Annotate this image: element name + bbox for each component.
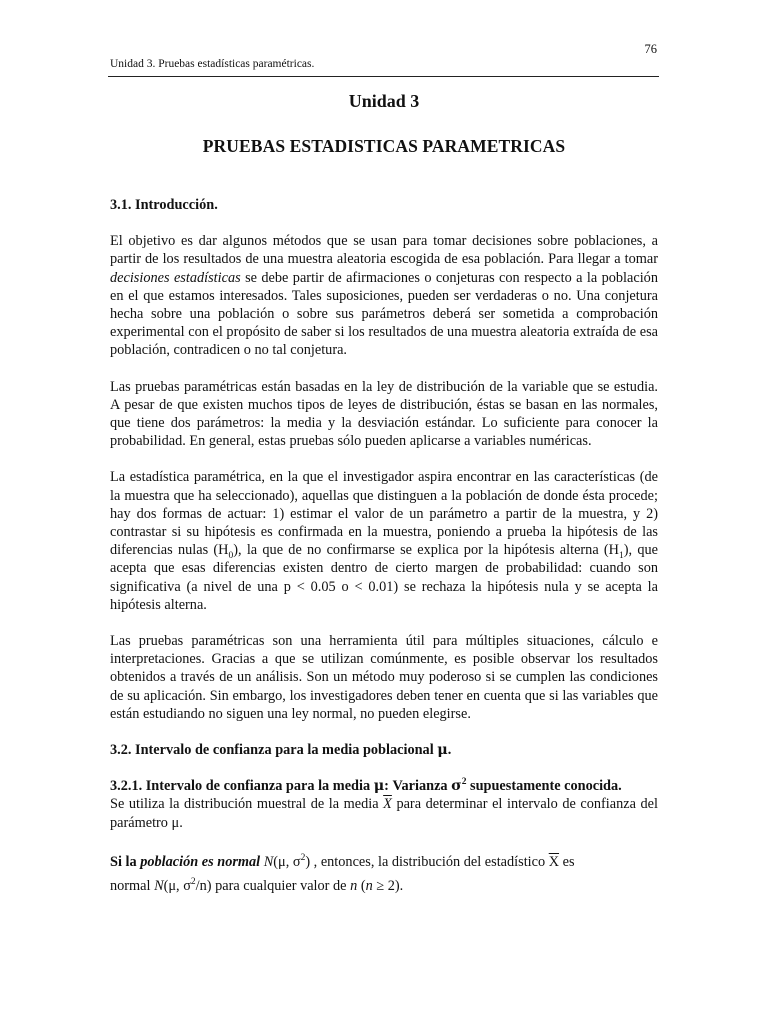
section-heading-3-2: 3.2. Intervalo de confianza para la media poblacional μ.	[110, 742, 452, 759]
paragraph-parametric-tests: Las pruebas paramétricas están basadas en la ley de distribución de la variable que se estudia. A pesar de que existen muchos tipos de leyes de distribución, éstas se basan en las normales, que tiene dos parámetros: la media y la desviación estándar. Lo suficiente para conocer la probabilidad. En general, estas pruebas sólo pueden aplicarse a variables numéricas.	[110, 378, 658, 450]
unit-title: Unidad 3	[348, 91, 420, 111]
running-header: Unidad 3. Pruebas estadísticas paramétricas.	[110, 58, 315, 70]
header-rule	[108, 76, 659, 77]
section-heading-3-2-1: 3.2.1. Intervalo de confianza para la media μ: Varianza $\sigma^2$ supuestamente conocida.	[110, 777, 622, 795]
x-bar-symbol: $\overline{X}$	[383, 796, 392, 813]
paragraph-sample-mean: Se utiliza la distribución muestral de la media $\overline{X}$ para determinar el intervalo de confianza del parámetro μ.	[110, 796, 658, 831]
x-bar-statistic: $\overline{X}$	[548, 853, 560, 870]
page-number: 76	[644, 42, 657, 56]
document-body	[110, 196, 658, 898]
paragraph-normal-population: Si la población es normal N(μ, $\sigma^2$) , entonces, la distribución del estadístico $\overline{X}$ es normal N(μ, $\sigma^2/n$) para cualquier valor de n (n ≥ 2).	[110, 853, 575, 894]
paragraph-usefulness: Las pruebas paramétricas son una herramienta útil para múltiples situaciones, cálculo e interpretaciones. Gracias a que se utilizan comúnmente, es posible observar los resultados obtenidos a través de un análisis. Son un método muy poderoso si se cumplen las condiciones de su aplicación. Sin embargo, los investigadores deben tener en cuenta que si las variables que están estudiando no siguen una ley normal, no pueden elegirse.	[110, 633, 658, 722]
emphasis: decisiones estadísticas	[110, 269, 241, 286]
unit-subtitle: PRUEBAS ESTADISTICAS PARAMETRICAS	[202, 136, 566, 156]
paragraph-intro: El objetivo es dar algunos métodos que se usan para tomar decisiones sobre poblaciones, a partir de los resultados de una muestra aleatoria escogida de esa población. Para llegar a tomar decisiones estadísticas se debe partir de afirmaciones o conjeturas con respecto a la población en el que estamos interesados. Tales suposiciones, pueden ser verdaderas o no. Una conjetura hecha sobre una población o sobre sus parámetros deberá ser sometida a comprobación experimental con el propósito de saber si los resultados de una muestra aleatoria extraída de esa población, contradicen o no tal conjetura.	[110, 233, 658, 359]
section-heading-3-1: 3.1. Introducción.	[110, 197, 218, 213]
paragraph-parametric-statistics: La estadística paramétrica, en la que el investigador aspira encontrar en las características (de la muestra que ha seleccionado), aquellas que distinguen a la población de donde ésta procede; hay dos formas de actuar: 1) estimar el valor de un parámetro a partir de la muestra, y 2) contrastar si su hipótesis es confirmada en la muestra, poniendo a prueba la hipótesis de las diferencias nulas $(H_0)$, la que de no confirmarse se explica por la hipótesis alterna $(H_1)$, que acepta que esas diferencias existen dentro de cierto margen de probabilidad: cuando son significativa (a nivel de una p < 0.05 o < 0.01) se rechaza la hipótesis nula y se acepta la hipótesis alterna.	[110, 469, 658, 613]
